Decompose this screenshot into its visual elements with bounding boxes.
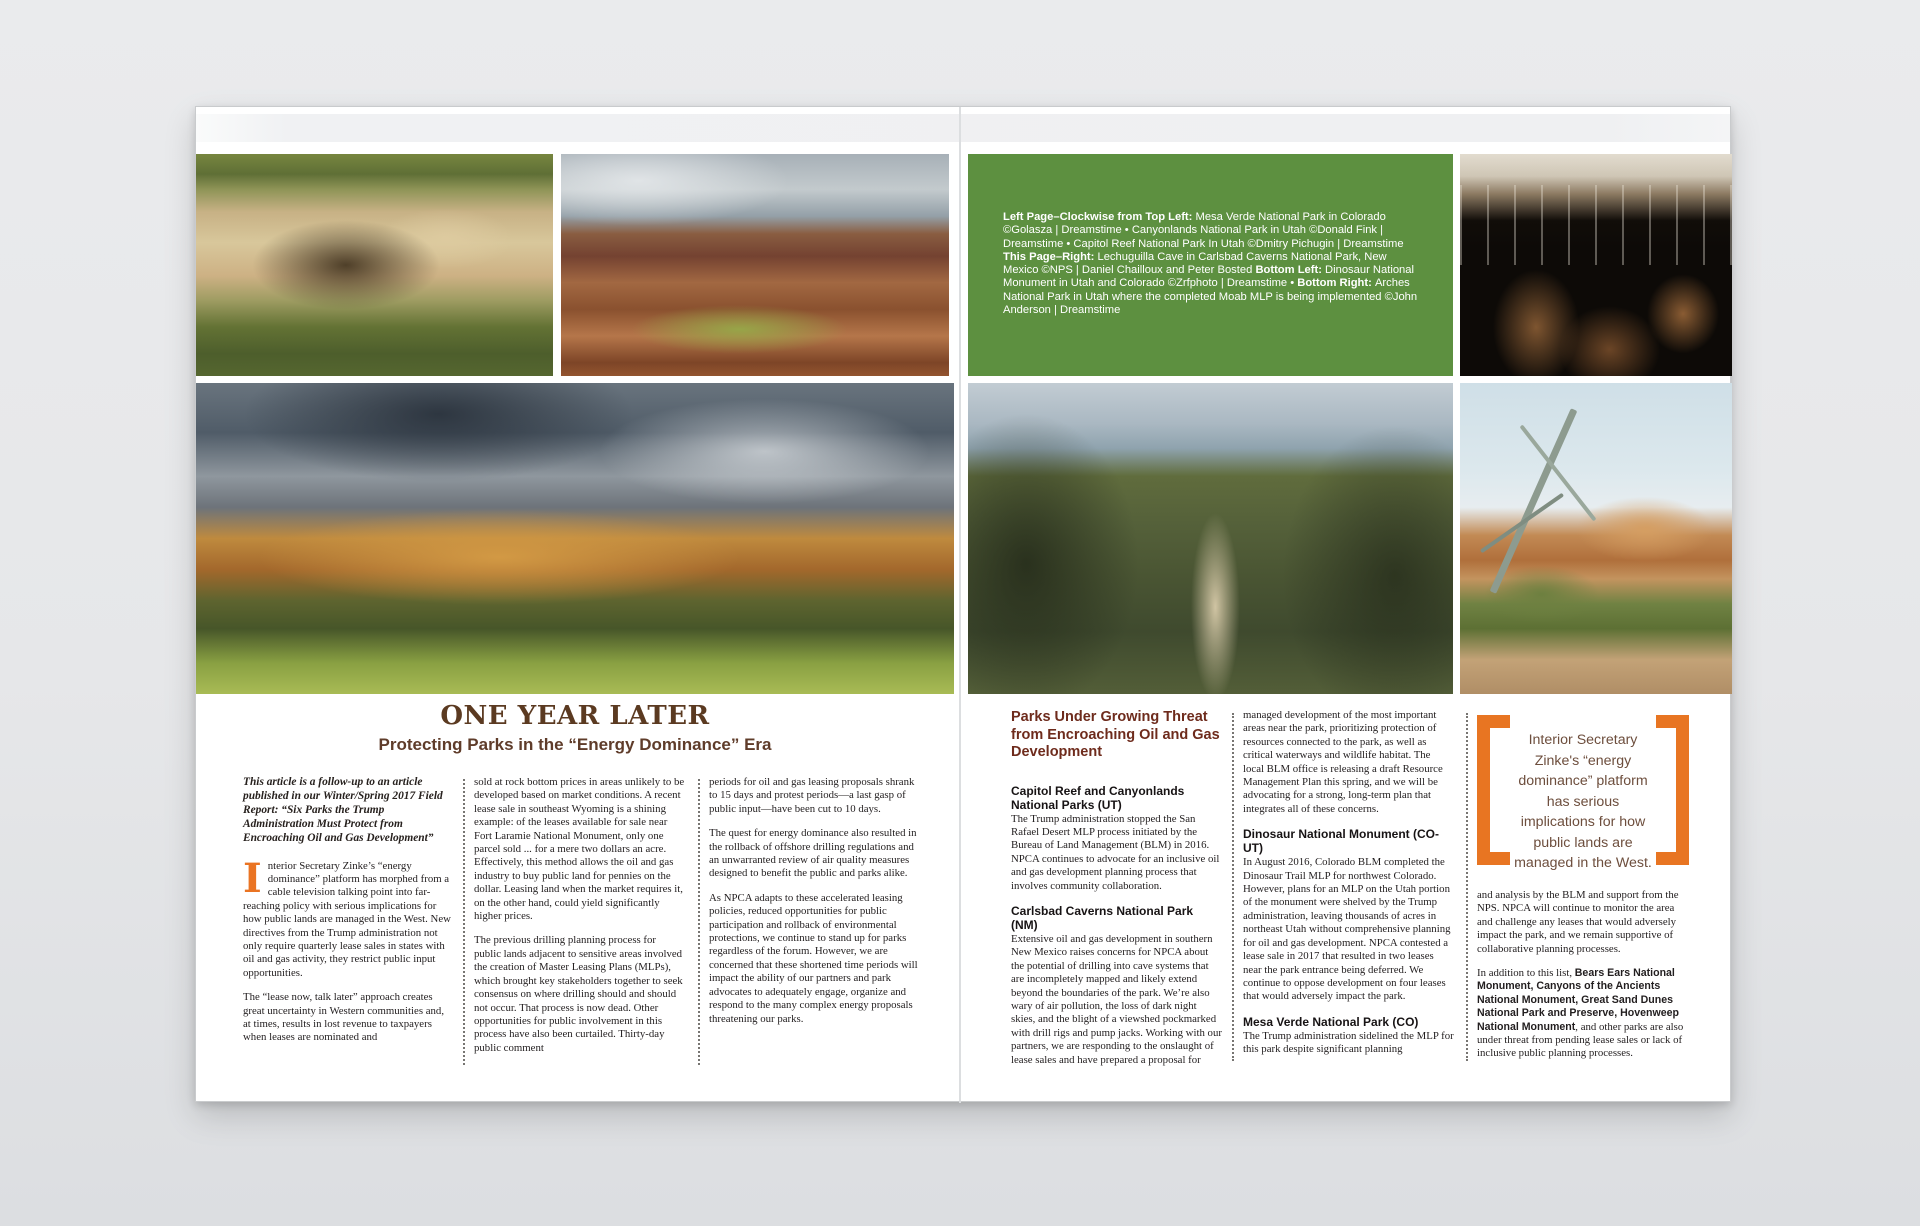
park-heading-capitol-reef: Capitol Reef and Canyonlands National Parks (UT) xyxy=(1011,783,1185,812)
dinosaur-monument-photo xyxy=(968,383,1453,694)
left-column-2 xyxy=(474,776,685,1066)
body-paragraph: and analysis by the BLM and support from the NPS. NPCA will continue to monitor the area and challenge any leases that would adversely impact the park, and we remain supportive of collaborative planning processes. xyxy=(1477,889,1679,955)
right-column-2 xyxy=(1243,709,1454,1068)
paragraph-text: In addition to this list, xyxy=(1477,967,1575,980)
editor-note: This article is a follow-up to an article published in our Winter/Spring 2017 Field Report: “Six Parks the Trump Administration Must Protect from Encroaching Oil and Gas Development” xyxy=(243,776,443,844)
lechuguilla-cave-photo xyxy=(1460,154,1732,376)
caption-label: Left Page–Clockwise from Top Left: xyxy=(1003,211,1196,223)
dead-tree-branch xyxy=(1490,408,1578,594)
caption-text: Mesa Verde National Park in Colorado ©Golasza | Dreamstime • Canyonlands National Park in Utah ©Donald Fink | Dreamstime • Capitol Reef National Park In Utah ©Dmitry Pichugin | Dreamstime xyxy=(1003,211,1404,250)
left-column-3 xyxy=(709,776,920,1037)
column-divider xyxy=(698,779,700,1065)
park-heading-carlsbad: Carlsbad Caverns National Park (NM) xyxy=(1011,903,1194,932)
page-top-shading xyxy=(196,114,1730,142)
pull-quote-text: Interior Secretary Zinke's “energy dominance” platform has serious implications for how public lands are managed in the West. xyxy=(1514,732,1652,871)
body-paragraph xyxy=(243,854,454,981)
caption-label: Bottom Right: xyxy=(1297,277,1375,290)
body-paragraph: sold at rock bottom prices in areas unlikely to be developed based on market conditions. A recent lease sale in southeast Wyoming is a shining example: of the leases available for sale near Fort Laramie National Monument, only one parcel sold ... for a mere two dollars an acre. Effectively, this method allows the oil and gas industry to buy public land for pennies on the dollar. Leasing land when the market requires it, on the other hand, could yield significantly higher prices. xyxy=(474,776,685,923)
body-paragraph: Extensive oil and gas development in southern New Mexico raises concerns for NPCA about the potential of drilling into cave systems that are incompletely mapped and likely extend beyond the boundaries of the park. We’re also wary of air pollution, the loss of dark night skies, and the blight of a viewshed pockmarked with drill rigs and pump jacks. Working with our partners, we are responding to the onslaught of lease sales and have prepared a proposal for xyxy=(1011,932,1222,1066)
body-paragraph: In August 2016, Colorado BLM completed the Dinosaur Trail MLP for northwest Colorado. However, plans for an MLP on the Utah portion of the monument were shelved by the Trump administration, leaving thousands of acres in northeast Utah without comprehensive planning for oil and gas development. NPCA contested a lease sale in 2017 that resulted in two leases near the park entrance being deferred. We continue to oppose development on four leases that would adversely impact the park. xyxy=(1243,856,1451,1003)
body-paragraph: The Trump administration stopped the San Rafael Desert MLP process initiated by the Bureau of Land Management (BLM) in 2016. NPCA continues to advocate for an inclusive oil and gas development planning process that involves community collaboration. xyxy=(1011,812,1220,892)
paragraph-text: , and other parks are also under threat from pending lease sales or lack of inclusive public planning processes. xyxy=(1477,1020,1684,1060)
body-paragraph: managed development of the most important areas near the park, prioritizing protection of resources connected to the park, as well as critical waterways and wildlife habitat. The local BLM office is releasing a draft Resource Management Plan this spring, and we will be advocating for a strong, long-term plan that integrates all of these concerns. xyxy=(1243,709,1443,815)
caption-text: Arches National Park in Utah where the completed Moab MLP is being implemented ©John Anderson | Dreamstime xyxy=(1003,277,1418,317)
caption-label: Bottom Left: xyxy=(1255,264,1326,277)
left-column-1 xyxy=(243,776,454,1056)
article-subhead: Protecting Parks in the “Energy Dominance” Era xyxy=(378,735,772,754)
body-paragraph xyxy=(1477,967,1689,1061)
body-paragraph: periods for oil and gas leasing proposals shrank to 15 days and protest periods—a last gasp of public input—have been cut to 10 days. xyxy=(709,776,915,815)
body-paragraph: As NPCA adapts to these accelerated leasing policies, reduced opportunities for public participation and rollback of environmental protections, we continue to stand up for parks regardless of the forum. However, we are concerned that these shortened time periods will impact the ability of our partners and park advocates to adequately engage, organize and respond to the many complex energy proposals threatening our parks. xyxy=(709,891,918,1025)
stalactite-streaks xyxy=(1460,185,1732,265)
park-heading-dinosaur: Dinosaur National Monument (CO-UT) xyxy=(1243,827,1439,856)
photo-captions xyxy=(1003,211,1423,317)
right-column-1 xyxy=(1011,709,1222,1078)
park-heading-mesa-verde: Mesa Verde National Park (CO) xyxy=(1243,1014,1419,1029)
canyonlands-photo xyxy=(561,154,949,376)
mesa-verde-photo xyxy=(196,154,553,376)
pull-quote-brackets xyxy=(1477,715,1689,871)
article-headline: ONE YEAR LATER xyxy=(440,701,710,731)
magazine-spread xyxy=(195,106,1731,1102)
caption-text: Dinosaur National Monument in Utah and Colorado ©Zrfphoto | Dreamstime • xyxy=(1003,264,1414,290)
arches-photo xyxy=(1460,383,1732,694)
caption-label: This Page–Right: xyxy=(1003,250,1098,263)
dead-tree-branch xyxy=(1480,493,1564,554)
column-divider xyxy=(1466,713,1468,1061)
paragraph-text: nterior Secretary Zinke’s “energy dominance” platform has morphed from a cable television talking point into far-reaching policy with serious implications for how public lands are managed in the West. New directives from the Trump administration not only require quarterly lease sales in states with oil and gas activity, they restrict public input opportunities. xyxy=(243,859,451,979)
section-heading: Parks Under Growing Threat from Encroaching Oil and Gas Development xyxy=(1011,709,1220,760)
body-paragraph: The “lease now, talk later” approach creates great uncertainty in Western communities and, at times, results in lost revenue to taxpayers when leases are nominated and xyxy=(243,991,445,1044)
right-column-3 xyxy=(1477,709,1689,1072)
body-paragraph: The previous drilling planning process for public lands adjacent to sensitive areas involved the creation of Master Leasing Plans (MLPs), which brought key stakeholders together to seek consensus on where drilling should and should not occur. That process is now dead. Other opportunities for public involvement in this process have also been curtailed. Thirty-day public comment xyxy=(474,934,683,1054)
column-divider xyxy=(1232,713,1234,1061)
photo-caption-box xyxy=(968,154,1453,376)
caption-text: Lechuguilla Cave in Carlsbad Caverns National Park, New Mexico ©NPS | Daniel Chailloux and Peter Bosted xyxy=(1003,250,1387,277)
body-paragraph: The Trump administration sidelined the MLP for this park despite significant planning xyxy=(1243,1029,1454,1056)
column-divider xyxy=(463,779,465,1065)
threatened-parks-list: Bears Ears National Monument, Canyons of the Ancients National Monument, Great Sand Dunes National Park and Preserve, Hovenweep National Monument xyxy=(1477,967,1679,1033)
body-paragraph: The quest for energy dominance also resulted in the rollback of offshore drilling regulations and an unwarranted review of air quality measures designed to benefit the public and parks alike. xyxy=(709,827,917,880)
page-spine-divider xyxy=(959,107,961,1103)
capitol-reef-photo xyxy=(196,383,954,694)
drop-cap: I xyxy=(243,854,262,902)
